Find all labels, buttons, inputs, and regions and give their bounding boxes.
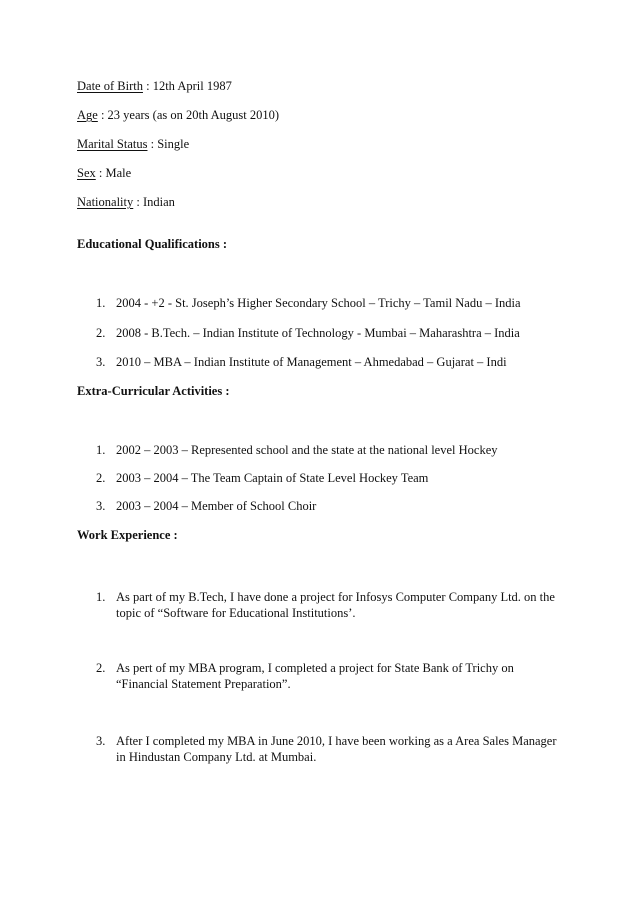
activity-item [96, 443, 498, 458]
work-item [96, 589, 566, 621]
education-item [96, 326, 520, 341]
sex-line [77, 166, 131, 181]
age-value: : 23 years (as on 20th August 2010) [97, 108, 280, 122]
activity-item [96, 499, 316, 514]
nationality-label: Nationality [77, 195, 134, 209]
sex-label: Sex [77, 166, 96, 180]
extra-curricular-heading: Extra-Curricular Activities : [77, 384, 230, 398]
education-item-text: 2008 - B.Tech. – Indian Institute of Technology - Mumbai – Maharashtra – India [116, 326, 520, 340]
activity-item-text: 2002 – 2003 – Represented school and the state at the national level Hockey [116, 443, 498, 457]
dob-value: : 12th April 1987 [142, 79, 232, 93]
dob-line [77, 79, 232, 94]
work-item-text: As pert of my MBA program, I completed a project for State Bank of Trichy on “Financial Statement Preparation”. [116, 661, 514, 691]
activity-item-text: 2003 – 2004 – Member of School Choir [116, 499, 317, 513]
education-item-text: 2004 - +2 - St. Joseph’s Higher Secondary School – Trichy – Tamil Nadu – India [116, 296, 521, 310]
dob-label: Date of Birth [77, 79, 143, 93]
list-number: 3. [96, 734, 106, 748]
work-item [96, 660, 566, 692]
sex-value: : Male [95, 166, 132, 180]
marital-status-value: : Single [147, 137, 190, 151]
age-line [77, 108, 279, 123]
marital-status-label: Marital Status [77, 137, 148, 151]
list-number: 3. [96, 355, 106, 369]
education-item-text: 2010 – MBA – Indian Institute of Management – Ahmedabad – Gujarat – Indi [116, 355, 507, 369]
education-item [96, 296, 521, 311]
work-item [96, 733, 566, 765]
education-heading: Educational Qualifications : [77, 237, 228, 251]
list-number: 2. [96, 661, 106, 675]
marital-status-line [77, 137, 189, 152]
list-number: 2. [96, 326, 106, 340]
nationality-value: : Indian [133, 195, 175, 209]
work-item-text: As part of my B.Tech, I have done a project for Infosys Computer Company Ltd. on the topic of “Software for Educational Institutions’. [116, 590, 555, 620]
list-number: 1. [96, 443, 106, 457]
list-number: 2. [96, 471, 106, 485]
education-item [96, 355, 507, 370]
activity-item-text: 2003 – 2004 – The Team Captain of State Level Hockey Team [116, 471, 429, 485]
list-number: 1. [96, 590, 106, 604]
list-number: 1. [96, 296, 106, 310]
nationality-line [77, 195, 175, 210]
age-label: Age [77, 108, 98, 122]
work-item-text: After I completed my MBA in June 2010, I have been working as a Area Sales Manager in Hindustan Company Ltd. at Mumbai. [116, 734, 557, 764]
work-experience-heading: Work Experience : [77, 528, 178, 542]
list-number: 3. [96, 499, 106, 513]
activity-item [96, 471, 428, 486]
